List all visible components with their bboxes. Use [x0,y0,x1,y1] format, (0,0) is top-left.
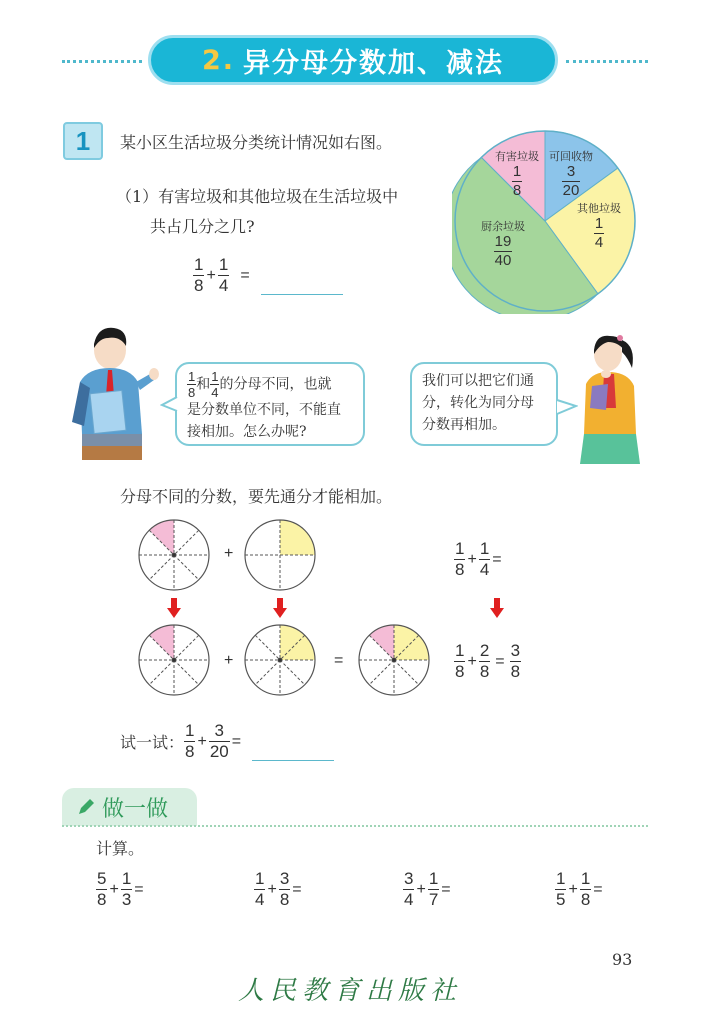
example-intro: 某小区生活垃圾分类统计情况如右图。 [120,133,393,152]
practice-tab [62,788,197,826]
girl-bubble-tail [556,398,578,418]
answer-blank[interactable] [261,284,343,295]
page-number: 93 [612,950,633,969]
pencil-icon [76,797,96,817]
down-arrow-icon [273,598,287,618]
section-number: 2. [201,44,236,76]
practice-item-1: $\frac{5}{8}$ + $\frac{1}{3}$ = [97,869,144,909]
answer-blank[interactable] [252,750,334,761]
publisher-logo: 人民教育出版社 [238,976,463,1006]
circle-eighths-three-shaded [358,624,430,696]
fraction: $\frac{1}{4}$ [218,255,229,295]
girl-speech-bubble: 我们可以把它们通 分，转化为同分母 分数再相加。 [410,362,558,446]
practice-tab-label: 做一做 [102,796,169,822]
pie-label-recyclable: 可回收物 $\frac{3}{20}$ [549,150,593,199]
circle-quarters-one-shaded [244,519,316,591]
down-arrow-icon [490,598,504,618]
boy-illustration [68,322,163,462]
fraction: $\frac{1}{8}$ [194,255,204,295]
top-expression: $\frac{1}{8}$ + $\frac{1}{4}$ = [455,539,502,579]
try-it-expression: 试一试： $\frac{1}{8}$ + $\frac{3}{20}$ = [120,722,334,761]
boy-speech-bubble: $\frac{1}{8}$ 和 $\frac{1}{4}$ 的分母不同，也就 是分数单位不同，不能直 接相加。怎么办呢? [175,362,365,446]
plus-sign: + [224,545,234,562]
try-it-label: 试一试： [120,733,185,752]
bottom-expression: $\frac{1}{8}$ + $\frac{2}{8}$ = $\frac{3}{8}$ [455,641,521,681]
pie-label-other: 其他垃圾 $\frac{1}{4}$ [577,202,621,251]
header-dots-right [566,60,648,63]
pie-label-harmful: 有害垃圾 $\frac{1}{8}$ [495,150,539,199]
circle-eighths-one-shaded [138,519,210,591]
boy-bubble-tail [160,395,178,415]
question-line-2: 共占几分之几? [150,217,255,236]
circle-eighths-one-shaded [138,624,210,696]
practice-divider [62,825,648,827]
practice-item-4: $\frac{1}{5}$ + $\frac{1}{8}$ = [556,869,603,909]
example-number-badge: 1 [63,122,103,160]
practice-instruction: 计算。 [96,839,145,858]
practice-item-2: $\frac{1}{4}$ + $\frac{3}{8}$ = [255,869,302,909]
down-arrow-icon [167,598,181,618]
section-title [148,35,558,85]
equals-sign: = [334,652,344,669]
section-title-text: 异分母分数加、减法 [243,47,505,79]
plus-sign: + [224,652,234,669]
pie-label-kitchen: 厨余垃圾 $\frac{19}{40}$ [481,220,525,269]
example-expression: $\frac{1}{8}$ + $\frac{1}{4}$ = [193,256,343,295]
rule-text: 分母不同的分数，要先通分才能相加。 [120,487,393,506]
girl-illustration [578,328,648,466]
practice-item-3: $\frac{3}{4}$ + $\frac{1}{7}$ = [404,869,451,909]
circle-eighths-two-shaded [244,624,316,696]
question-line-1: （1）有害垃圾和其他垃圾在生活垃圾中 [116,187,399,206]
header-dots-left [62,60,142,63]
